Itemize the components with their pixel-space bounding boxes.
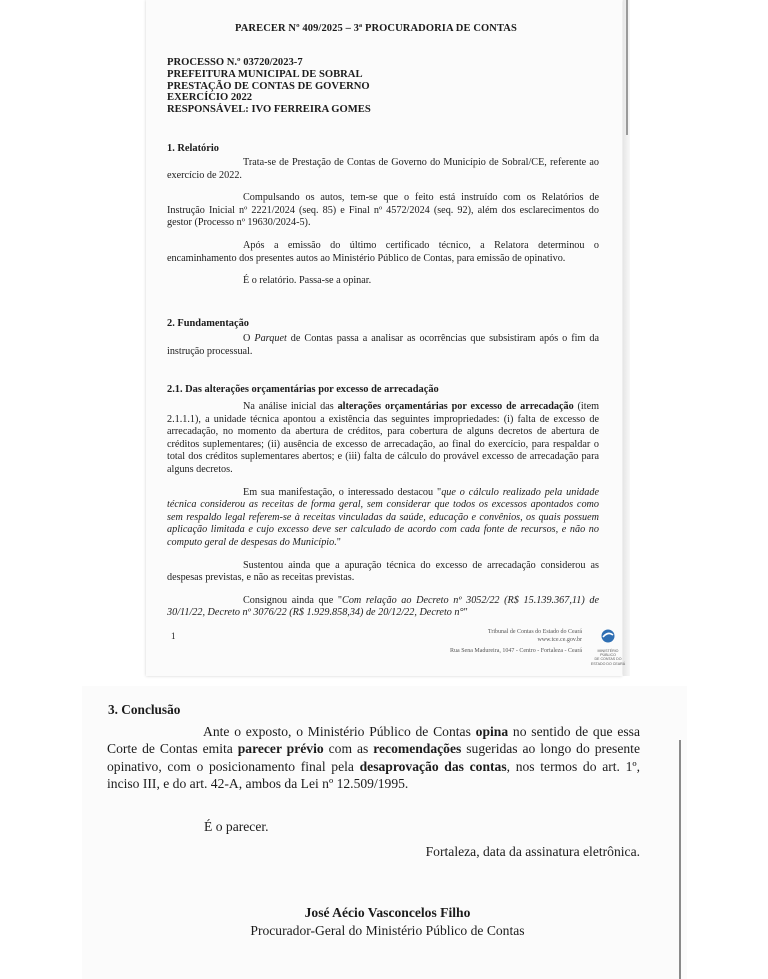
section-heading-relatorio: 1. Relatório: [167, 143, 219, 154]
paragraph: Sustentou ainda que a apuração técnica do excesso de arrecadação considerou as despesas previstas, e não as receitas previstas.: [167, 559, 599, 584]
paragraph: Em sua manifestação, o interessado destacou "que o cálculo realizado pela unidade técnica considerou as receitas de forma geral, sem considerar que todos os excessos apontados como sem respaldo legal referem-se à receitas vinculadas da saúde, educação e convênios, os quais possuem aplicação limitada e cujo excesso deve ser calculado de acordo com cada fonte de recursos, e não no computo geral de despesas do Município.": [167, 486, 599, 548]
paragraph: Consignou ainda que "Com relação ao Decreto nº 3052/22 (R$ 15.139.367,11) de 30/11/22, Decreto nº 3076/22 (R$ 1.929.858,34) de 20/12/22, Decreto n°": [167, 594, 599, 619]
footer-site: www.tce.ce.gov.br: [537, 636, 582, 643]
mpc-logo: [590, 628, 626, 666]
footer-street: Rua Sena Madureira, 1047 - Centro - Fortaleza - Ceará: [450, 648, 582, 654]
paragraph: Após a emissão do último certificado técnico, a Relatora determinou o encaminhamento dos presentes autos ao Ministério Público de Contas, para emissão de opinativo.: [167, 239, 599, 264]
paragraph: O Parquet de Contas passa a analisar as ocorrências que subsistiram após o fim da instrução processual.: [167, 333, 600, 357]
municipality: PREFEITURA MUNICIPAL DE SOBRAL: [167, 68, 363, 80]
footer-address: [380, 629, 582, 656]
scrollbar[interactable]: [626, 0, 628, 135]
paragraph: Compulsando os autos, tem-se que o feito está instruído com os Relatórios de Instrução Inicial nº 2221/2024 (seq. 85) e Final nº 4572/2024 (seq. 92), além dos esclarecimentos do gestor (Processo nº 19630/2024-5).: [167, 192, 599, 229]
responsible: RESPONSÁVEL: IVO FERREIRA GOMES: [167, 104, 371, 116]
mpc-logo-icon: [590, 628, 626, 644]
paragraph: Ante o exposto, o Ministério Público de Contas opina no sentido de que essa Corte de Contas emita parecer prévio com as recomendações sugeridas ao longo do presente opinativo, com o posicionamento final pela desaprovação das contas, nos termos do art. 1º, inciso III, e do art. 42-A, ambos da Lei nº 12.509/1995.: [107, 724, 641, 791]
process-header: [167, 57, 467, 116]
signer-name: José Aécio Vasconcelos Filho: [304, 905, 471, 920]
paragraph: É o relatório. Passa-se a opinar.: [243, 275, 372, 287]
section-heading-conclusao: 3. Conclusão: [108, 702, 181, 717]
section-heading-fundamentacao: 2. Fundamentação: [167, 318, 249, 329]
signer-role: Procurador-Geral do Ministério Público de Contas: [250, 923, 525, 938]
page-number: 1: [171, 631, 176, 641]
place-date: Fortaleza, data da assinatura eletrônica.: [425, 844, 640, 859]
account-type: PRESTAÇÃO DE CONTAS DE GOVERNO: [167, 80, 370, 92]
paragraph: Na análise inicial das alterações orçamentárias por excesso de arrecadação (item 2.1.1.1), a unidade técnica apontou a existência das seguintes impropriedades: (i) falta de excesso de arrecadação, no momento da abertura de créditos, para cobertura de alguns decretos de abertura de créditos suplementares; (ii) ausência de excesso de arrecadação, ao final do exercício, para respaldar o total dos créditos suplementares abertos; e (iii) falta de cálculo do provável excesso de arrecadação para alguns decretos.: [167, 401, 600, 475]
conclusion-paragraph: [107, 723, 640, 792]
section-relatorio: [167, 157, 599, 288]
section-fundamentacao: [167, 333, 599, 358]
fiscal-year: EXERCÍCIO 2022: [167, 92, 253, 104]
process-number: PROCESSO N.º 03720/2023-7: [167, 57, 303, 68]
paragraph: Trata-se de Prestação de Contas de Governo do Município de Sobral/CE, referente ao exercício de 2022.: [167, 157, 599, 181]
section-heading-alteracoes: 2.1. Das alterações orçamentárias por excesso de arrecadação: [167, 384, 439, 395]
logo-caption: MINISTÉRIO PÚBLICO DE CONTAS DO ESTADO DO CEARÁ: [590, 649, 626, 666]
closing-phrase: É o parecer.: [204, 819, 269, 834]
section-alteracoes: [167, 401, 599, 620]
scrollbar[interactable]: [679, 740, 681, 979]
footer-org: Tribunal de Contas do Estado do Ceará: [487, 629, 582, 635]
opinion-title: PARECER Nº 409/2025 – 3ª PROCURADORIA DE CONTAS: [235, 23, 517, 34]
